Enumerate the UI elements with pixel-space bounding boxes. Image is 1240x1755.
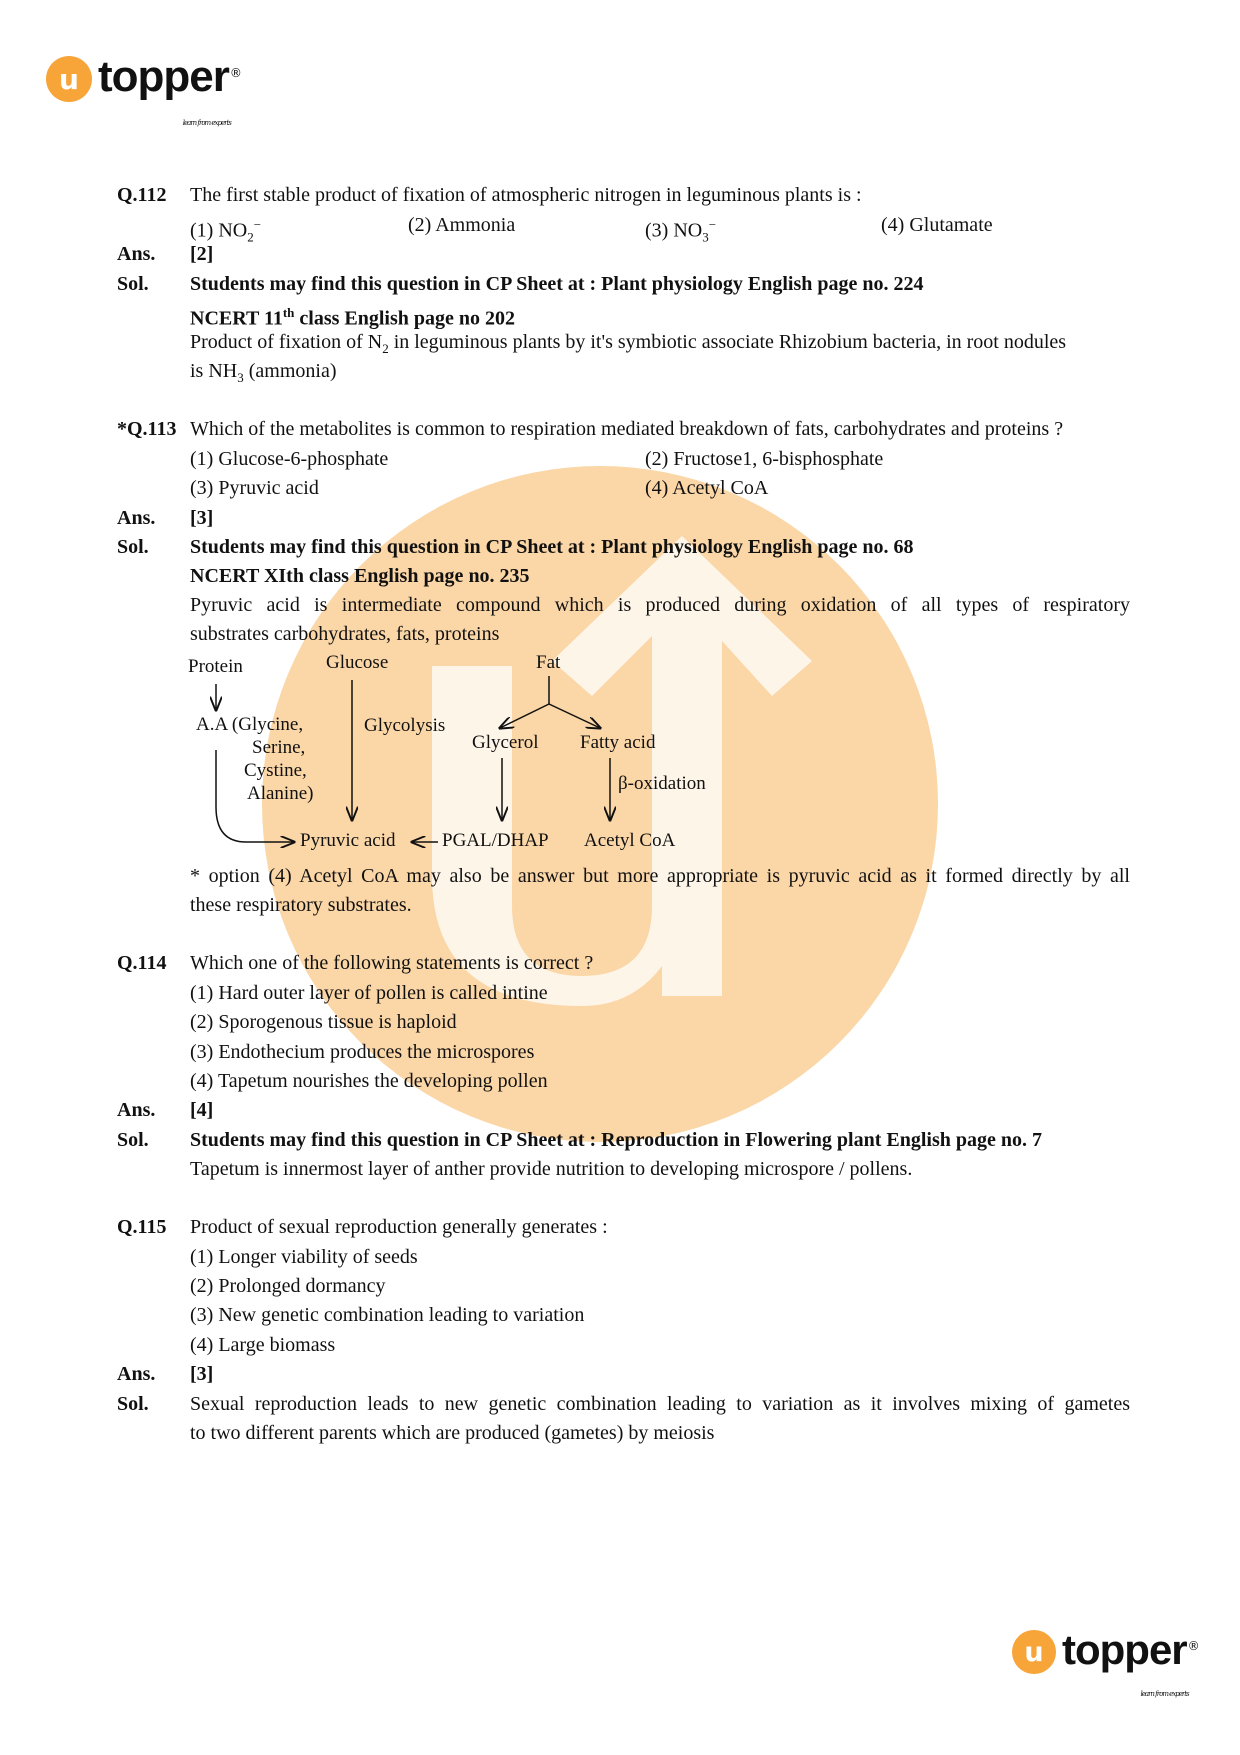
solution-reference: Students may find this question in CP Sheet at : Plant physiology English page no. 68 xyxy=(190,536,914,558)
label-beta-oxidation: β-oxidation xyxy=(618,773,706,794)
option-4: (4) Acetyl CoA xyxy=(645,477,769,499)
question-number: Q.114 xyxy=(117,952,167,974)
question-number: Q.115 xyxy=(117,1216,167,1238)
option-2: (2) Ammonia xyxy=(408,214,516,236)
registered-mark: ® xyxy=(1187,1639,1199,1653)
option-1: (1) Hard outer layer of pollen is called intine xyxy=(190,982,548,1004)
option-1: (1) Longer viability of seeds xyxy=(190,1246,418,1268)
option-3: (3) $NO_3^-$ xyxy=(645,217,717,245)
solution-text: is $NH_3$ (ammonia) xyxy=(190,360,337,385)
option-2: (2) Prolonged dormancy xyxy=(190,1275,386,1297)
question-stem: Product of sexual reproduction generally generates : xyxy=(190,1216,608,1238)
option-2: (2) Sporogenous tissue is haploid xyxy=(190,1011,457,1033)
option-1: (1) $NO_2^-$ xyxy=(190,217,262,245)
label-amino-acids: Alanine) xyxy=(247,783,314,804)
solution-label: Sol. xyxy=(117,1129,149,1151)
note-text: * option (4) Acetyl CoA may also be answer but more appropriate is pyruvic acid as it formed directly by all xyxy=(190,865,1130,887)
label-amino-acids: Serine, xyxy=(252,737,306,758)
option-2: (2) Fructose1, 6-bisphosphate xyxy=(645,448,884,470)
registered-mark: ® xyxy=(229,66,241,80)
label-fat: Fat xyxy=(536,652,561,673)
answer-value: [2] xyxy=(190,243,214,265)
answer-value: [4] xyxy=(190,1099,214,1121)
arrow-fat-fatty-acid xyxy=(549,704,600,728)
solution-label: Sol. xyxy=(117,536,149,558)
question-stem: Which of the metabolites is common to respiration mediated breakdown of fats, carbohydrates and proteins ? xyxy=(190,418,1064,440)
option-4: (4) Glutamate xyxy=(881,214,993,236)
option-3: (3) Endothecium produces the microspores xyxy=(190,1041,535,1063)
label-glycolysis: Glycolysis xyxy=(364,715,446,736)
solution-text: substrates carbohydrates, fats, proteins xyxy=(190,623,500,645)
answer-label: Ans. xyxy=(117,243,156,265)
solution-text: to two different parents which are produced (gametes) by meiosis xyxy=(190,1422,715,1444)
solution-label: Sol. xyxy=(117,1393,149,1415)
option-3: (3) Pyruvic acid xyxy=(190,477,319,499)
arrow-fat-glycerol xyxy=(500,704,549,728)
option-1: (1) Glucose-6-phosphate xyxy=(190,448,389,470)
question-number: Q.112 xyxy=(117,184,167,206)
option-4: (4) Tapetum nourishes the developing pollen xyxy=(190,1070,548,1092)
answer-label: Ans. xyxy=(117,1099,156,1121)
answer-value: [3] xyxy=(190,1363,214,1385)
label-glucose: Glucose xyxy=(326,652,389,673)
question-number: *Q.113 xyxy=(117,418,177,440)
logo-wordmark: topper ® learn from experts xyxy=(1062,1626,1187,1674)
logo-tagline: learn from experts xyxy=(1140,1690,1189,1698)
label-amino-acids: Cystine, xyxy=(244,760,307,781)
answer-label: Ans. xyxy=(117,1363,156,1385)
label-fatty-acid: Fatty acid xyxy=(580,732,656,753)
logo-u-icon: u xyxy=(1012,1630,1056,1674)
solution-reference: Students may find this question in CP Sheet at : Plant physiology English page no. 224 xyxy=(190,273,924,295)
solution-text: Sexual reproduction leads to new genetic combination leading to variation as it involves mixing of gametes xyxy=(190,1393,1130,1415)
solution-label: Sol. xyxy=(117,273,149,295)
logo-tagline: learn from experts xyxy=(182,119,231,127)
answer-label: Ans. xyxy=(117,507,156,529)
solution-reference: Students may find this question in CP Sheet at : Reproduction in Flowering plant English page no. 7 xyxy=(190,1129,1043,1151)
solution-text: Product of fixation of $N_2$ in leguminous plants by it's symbiotic associate Rhizobium bacteria, in root nodules xyxy=(190,331,1067,356)
respiration-pathway-diagram xyxy=(186,652,746,862)
label-protein: Protein xyxy=(188,656,243,677)
logo-u-icon: u xyxy=(46,56,92,102)
solution-text: Pyruvic acid is intermediate compound which is produced during oxidation of all types of respiratory xyxy=(190,594,1130,616)
solution-text: Tapetum is innermost layer of anther provide nutrition to developing microspore / pollens. xyxy=(190,1158,913,1180)
label-pgal-dhap: PGAL/DHAP xyxy=(442,830,549,851)
ncert-reference: NCERT 11th class English page no 202 xyxy=(190,305,516,330)
label-pyruvic-acid: Pyruvic acid xyxy=(300,830,396,851)
question-stem: The first stable product of fixation of atmospheric nitrogen in leguminous plants is : xyxy=(190,184,862,206)
question-stem: Which one of the following statements is correct ? xyxy=(190,952,594,974)
label-acetyl-coa: Acetyl CoA xyxy=(584,830,676,851)
option-4: (4) Large biomass xyxy=(190,1334,336,1356)
label-glycerol: Glycerol xyxy=(472,732,539,753)
note-text: these respiratory substrates. xyxy=(190,894,412,916)
option-3: (3) New genetic combination leading to variation xyxy=(190,1304,585,1326)
ncert-reference: NCERT XIth class English page no. 235 xyxy=(190,565,530,587)
logo-wordmark: topper ® learn from experts xyxy=(98,52,229,102)
answer-value: [3] xyxy=(190,507,214,529)
label-amino-acids: A.A (Glycine, xyxy=(196,714,304,735)
